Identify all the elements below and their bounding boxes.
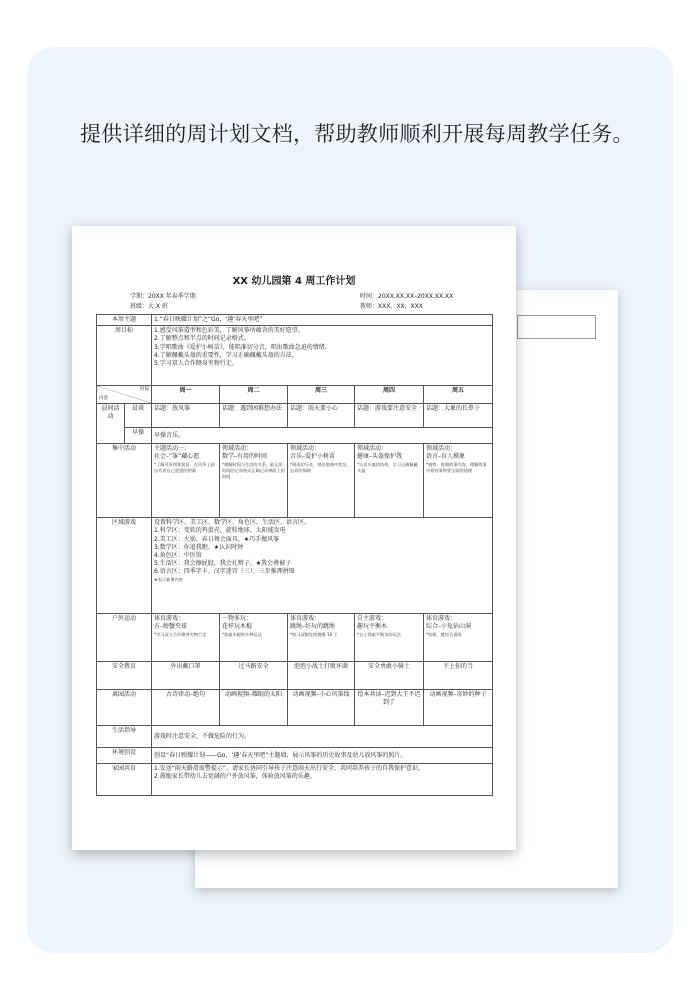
life-cell: 游戏时注意安全，不做危险的行为。 bbox=[152, 726, 493, 748]
outdoor-name: 占–螃蟹夹球 bbox=[154, 623, 188, 631]
goal-item: 4.了解佩戴头盔的重要性，学习正确佩戴头盔的方法。 bbox=[154, 351, 298, 359]
outdoor-cell bbox=[220, 614, 288, 662]
area-line: 3.数学区：你追我跑、★认识时钟 bbox=[154, 543, 244, 551]
class-text: 班级：大 X 班 bbox=[130, 303, 168, 310]
life-label: 生活指导 bbox=[97, 726, 152, 748]
outdoor-note: *自主探索平衡木的玩法 bbox=[357, 631, 401, 637]
morning-exercise-cell: 早操音乐。 bbox=[152, 428, 493, 444]
focus-title: 领域活动： bbox=[222, 445, 253, 453]
outdoor-note: *练习双脚连续跳绳 10 下 bbox=[290, 631, 338, 637]
morning-label: 晨间活动 bbox=[97, 404, 125, 444]
area-note: ★表示新增内容 bbox=[154, 576, 183, 582]
outdoor-title: 体育游戏： bbox=[154, 615, 185, 623]
focus-cell bbox=[220, 444, 288, 518]
focus-cell bbox=[288, 444, 355, 518]
outdoor-title: 体育游戏： bbox=[290, 615, 321, 623]
area-label: 区域游戏 bbox=[97, 518, 152, 614]
day-header: 周三 bbox=[288, 386, 355, 404]
outdoor-cell bbox=[288, 614, 355, 662]
day-header: 周四 bbox=[355, 386, 424, 404]
outdoor-name: 趣玩平衡木 bbox=[357, 623, 388, 631]
focus-name: 语言–盲人摸象 bbox=[426, 453, 466, 461]
back-page-cell bbox=[517, 315, 596, 339]
home-cell bbox=[152, 764, 493, 796]
area-cell bbox=[152, 518, 493, 614]
focus-name: 健康–头盔保护我 bbox=[357, 453, 403, 461]
area-line: 2.美工区：火锅、春日舞会面具、★巧手做风筝 bbox=[154, 535, 280, 543]
outdoor-cell bbox=[355, 614, 424, 662]
leave-cell: 绘本共读–迟到大王不迟到了 bbox=[355, 690, 424, 726]
focus-note: *了解风筝图案寓意，在风筝上画出代表自己愿望的图案 bbox=[154, 461, 215, 473]
focus-label: 集中活动 bbox=[97, 444, 152, 518]
document-page-front bbox=[72, 226, 516, 850]
morning-talk-cell: 话题：大象的长鼻子 bbox=[424, 404, 493, 428]
safety-cell: 不上你的当 bbox=[424, 662, 493, 690]
area-line: 6.语言区：四季字卡、汉字迷宫（三）、三步推理拼图 bbox=[154, 568, 295, 576]
focus-title: 领域活动： bbox=[357, 445, 388, 453]
day-header: 周二 bbox=[220, 386, 288, 404]
focus-cell bbox=[355, 444, 424, 518]
focus-title: 领域活动： bbox=[290, 445, 321, 453]
outdoor-note: *探索木棍的多种玩法 bbox=[222, 631, 262, 637]
leave-cell: 古诗律动–绝句 bbox=[152, 690, 220, 726]
outdoor-name: 花样玩木棍 bbox=[222, 623, 253, 631]
home-item: 2.鼓励家长带幼儿去宽阔的户外放风筝，体验放风筝的乐趣。 bbox=[154, 773, 316, 781]
morning-exercise-label: 早操 bbox=[125, 428, 152, 444]
goal-item: 1.感受风筝造型和色彩美，了解风筝所蕴含的美好愿望。 bbox=[154, 327, 304, 335]
corner-header bbox=[97, 386, 152, 404]
outdoor-name: 跳绳–好玩的跳绳 bbox=[290, 623, 336, 631]
morning-talk-label: 晨谈 bbox=[125, 404, 152, 428]
focus-note: *理解时间与生活的关系，能运用时间的记录格式正确记录钟面上的时间 bbox=[222, 461, 285, 479]
safety-cell: 过马路安全 bbox=[220, 662, 288, 690]
goal-label: 周目标 bbox=[97, 326, 152, 386]
theme-label: 本周主题 bbox=[97, 315, 152, 326]
morning-talk-cell: 话题：雨天要小心 bbox=[288, 404, 355, 428]
day-header: 周一 bbox=[152, 386, 220, 404]
env-cell: 创设“春日映耀计划——Go，‘趣’春天里吧”主题墙，展示风筝的历史故事及幼儿放风筝的照片。 bbox=[152, 748, 493, 764]
corner-time-label: 时间 bbox=[140, 387, 150, 393]
env-label: 环境创设 bbox=[97, 748, 152, 764]
outdoor-title: 一物多玩： bbox=[222, 615, 253, 623]
focus-cell bbox=[424, 444, 493, 518]
home-label: 家园共育 bbox=[97, 764, 152, 796]
area-line: 4.角色区：中医馆 bbox=[154, 552, 202, 560]
morning-talk-cell: 话题：遇到困难想办法 bbox=[220, 404, 288, 428]
leave-label: 离园活动 bbox=[97, 690, 152, 726]
leave-cell: 动画视频–耀眼的太阳 bbox=[220, 690, 288, 726]
focus-note: *观察、推测故事内容，理解故事中看待事物要全面的道理 bbox=[426, 461, 487, 473]
area-line: 1.科学区：变软的鸡蛋壳、旋转地球、太阳能发电 bbox=[154, 527, 286, 535]
focus-note: *唱准切分音，唱出歌曲中焦急、迫切的情绪 bbox=[290, 461, 351, 473]
outdoor-cell bbox=[152, 614, 220, 662]
headline: 提供详细的周计划文档，帮助教师顺利开展每周教学任务。 bbox=[80, 122, 634, 146]
home-item: 1.发送“雨天路滑需警提示”，请家长协同引导孩子注意雨天出行安全，共同培养孩子的自我保护意识。 bbox=[154, 765, 424, 773]
document-title: XX 幼儿园第 4 周工作计划 bbox=[232, 276, 356, 287]
area-line: 设置科学区、美工区、数学区、角色区、生活区、语言区。 bbox=[154, 519, 311, 527]
focus-title: 领域活动： bbox=[426, 445, 457, 453]
theme-value: 1.“春日映耀计划”之“Go，‘趣’春天里吧” bbox=[152, 315, 493, 326]
outdoor-note: *钻爬、跳综合训练 bbox=[426, 631, 462, 637]
morning-talk-cell: 话题：游戏要注意安全 bbox=[355, 404, 424, 428]
focus-name: 音乐–爱护小树苗 bbox=[290, 453, 336, 461]
goal-item: 2.了解整点和半点的时间记录格式。 bbox=[154, 335, 250, 343]
area-line: 5.生活区：我会擦屁股、我会扎辫子、★我会叠被子 bbox=[154, 560, 292, 568]
weekly-plan-table bbox=[96, 314, 493, 796]
goal-list bbox=[152, 326, 493, 386]
outdoor-cell bbox=[424, 614, 493, 662]
safety-label: 安全教育 bbox=[97, 662, 152, 690]
outdoor-note: *学习双人合作侧身夹物行走 bbox=[154, 631, 207, 637]
goal-item: 5.学习双人合作侧身夹物行走。 bbox=[154, 360, 238, 368]
safety-cell: 外出戴口罩 bbox=[152, 662, 220, 690]
goal-item: 3.学唱歌曲《爱护小树苗》，能唱准切分音，唱出歌曲急迫的情绪。 bbox=[154, 343, 331, 351]
term-text: 学期：20XX 年春季学期 bbox=[130, 293, 196, 300]
time-text: 时间：20XX.XX.XX–20XX.XX.XX bbox=[360, 293, 454, 300]
leave-cell: 动画视频–奇妙的种子 bbox=[424, 690, 493, 726]
teachers-text: 教师：XXX、XX、XXX bbox=[360, 303, 423, 310]
outdoor-label: 户外运动 bbox=[97, 614, 152, 662]
focus-name: 社会–“筝”藏心愿 bbox=[154, 453, 200, 461]
outdoor-title: 自主游戏： bbox=[357, 615, 388, 623]
outdoor-title: 体育游戏： bbox=[426, 615, 457, 623]
focus-note: *认识头盔的结构，学习正确佩戴头盔 bbox=[357, 461, 418, 473]
day-header: 周五 bbox=[424, 386, 493, 404]
outdoor-name: 综合–小兔钻山洞 bbox=[426, 623, 472, 631]
morning-talk-cell: 话题：放风筝 bbox=[152, 404, 220, 428]
focus-name: 数学–有用的时间 bbox=[222, 453, 268, 461]
focus-title: 主题活动一： bbox=[154, 445, 191, 453]
leave-cell: 动画视频–小心风筝线 bbox=[288, 690, 355, 726]
safety-cell: 安全勇敢小骑士 bbox=[355, 662, 424, 690]
focus-cell bbox=[152, 444, 220, 518]
safety-cell: 泡泡小战士打败坏菌 bbox=[288, 662, 355, 690]
corner-content-label: 内容 bbox=[99, 396, 108, 401]
